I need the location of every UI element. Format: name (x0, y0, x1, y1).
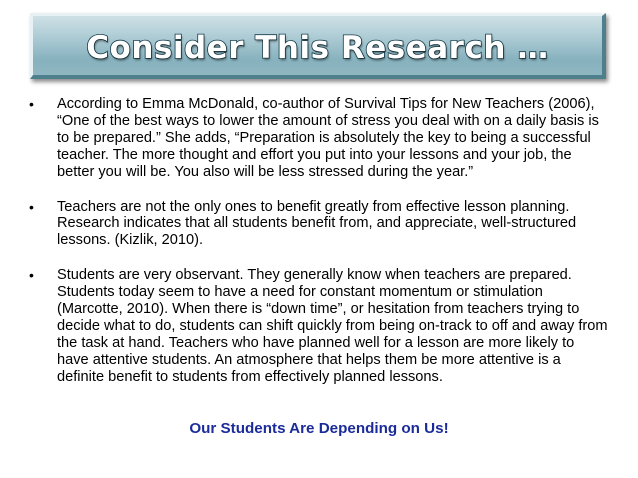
bullet-item (28, 267, 608, 385)
slide-title: Consider This Research … (86, 30, 549, 66)
bullet-text: Teachers are not the only ones to benefit greatly from effective lesson planning. Research indicates that all students benefit from, and appreciate, well-structured lessons. (Kizlik, 2010). (57, 198, 577, 249)
bullet-icon: • (29, 267, 34, 284)
title-banner (30, 13, 606, 79)
closing-statement: Our Students Are Depending on Us! (189, 420, 449, 437)
bullet-item (28, 199, 608, 250)
bullet-icon: • (29, 198, 34, 215)
bullet-icon: • (29, 96, 34, 112)
bullet-item (28, 96, 608, 181)
bullet-text: According to Emma McDonald, co-author of Survival Tips for New Teachers (2006), “One of the best ways to lower the amount of stress you deal with on a daily basis is to be prepared.” She adds, “Preparation is absolutely the key to being a successful teacher. The more thought and effort you put into your lessons and your job, the better you will be. You also will be less stressed during the year.” (57, 96, 599, 180)
bullet-text: Students are very observant. They generally know when teachers are prepared. Students today seem to have a need for constant momentum or stimulation (Marcotte, 2010). When there is “down time”, or hesitation from teachers trying to decide what to do, students can shift quickly from being on-track to off and away from the task at hand. Teachers who have planned well for a lesson are more likely to have attentive students. An atmosphere that helps them be more attentive is a definite benefit to students from effectively planned lessons. (57, 267, 608, 385)
bullet-list (28, 96, 608, 404)
